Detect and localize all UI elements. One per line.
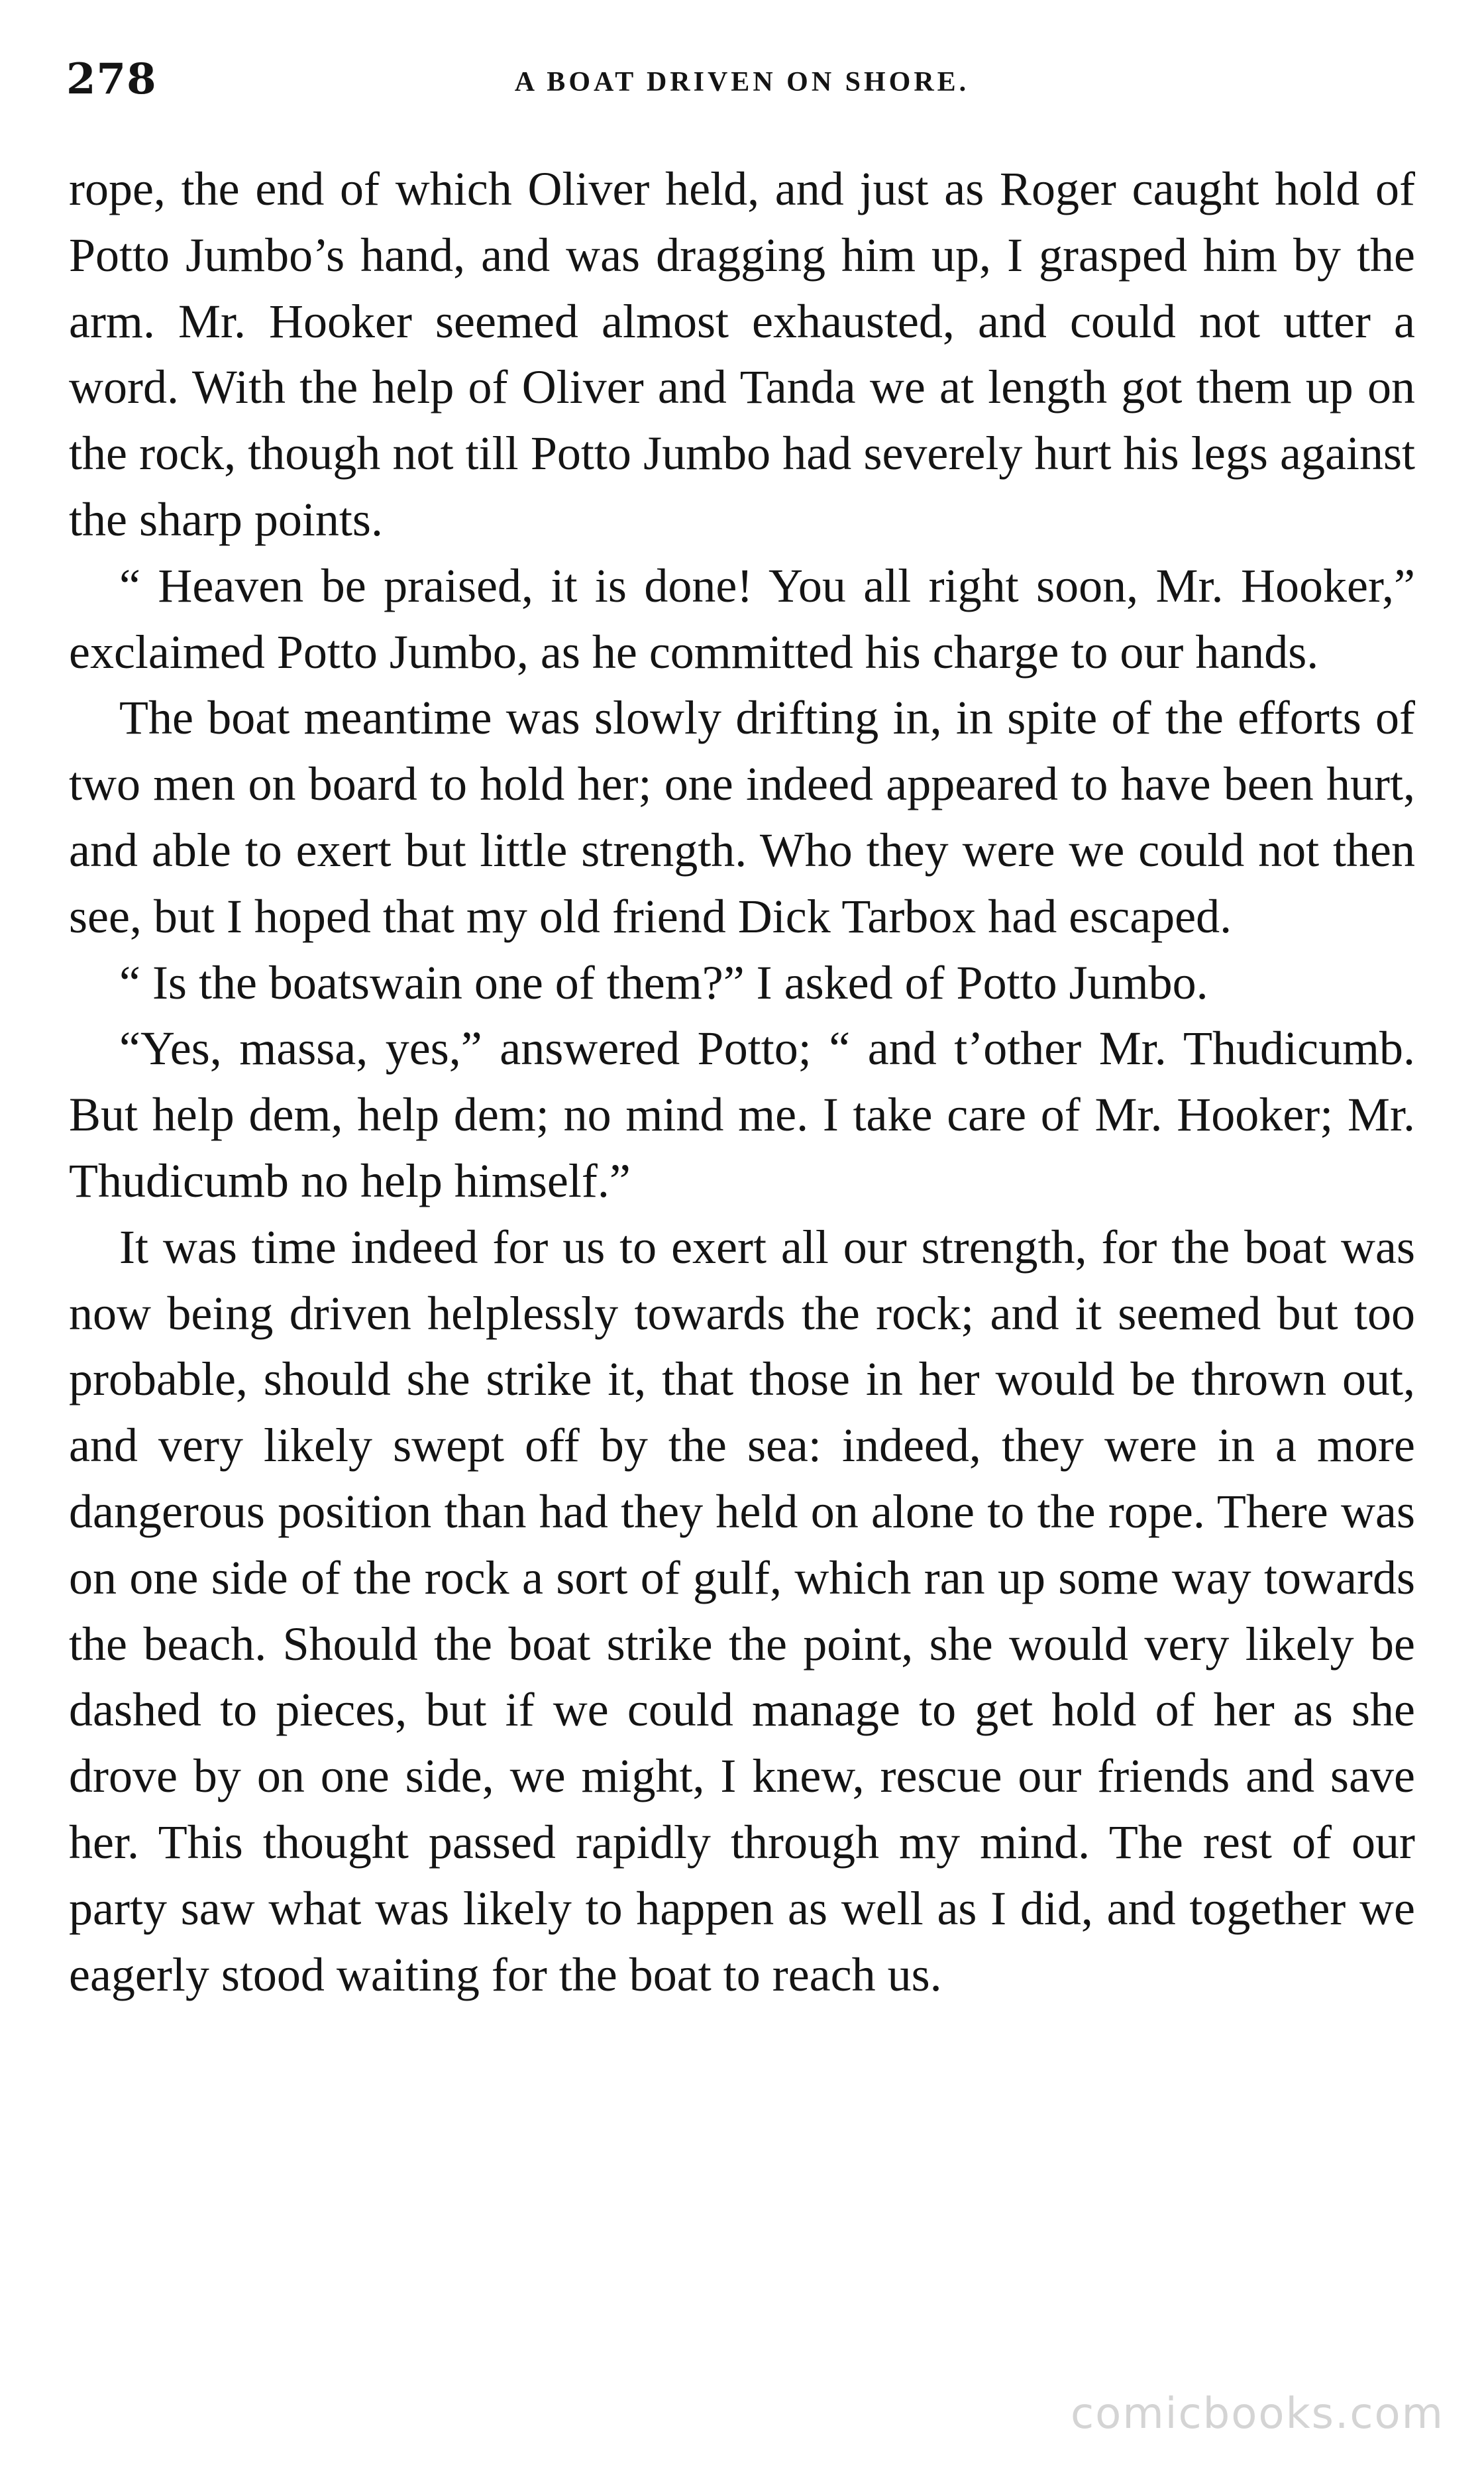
paragraph: “ Heaven be praised, it is done! You all right soon, Mr. Hooker,” exclaimed Potto Jumbo, as he committed his charge to our hands. — [69, 559, 1415, 679]
paragraph: “ Is the boatswain one of them?” I asked of Potto Jumbo. — [119, 956, 1208, 1009]
running-title: A BOAT DRIVEN ON SHORE. — [514, 67, 970, 97]
body-text — [69, 156, 1415, 2008]
paragraph: The boat meantime was slowly drifting in, in spite of the efforts of two men on board to hold her; one indeed appeared to have been hurt, and able to exert but little strength. Who they were we could not then see, but I hoped that my old friend Dick Tarbox had escaped. — [69, 691, 1415, 943]
page-number: 278 — [66, 54, 157, 104]
paragraph: It was time indeed for us to exert all our strength, for the boat was now being driven helplessly towards the rock; and it seemed but too probable, should she strike it, that those in her would be thrown out, and very likely swept off by the sea: indeed, they were in a more dangerous position than had they held on alone to the rope. There was on one side of the rock a sort of gulf, which ran up some way towards the beach. Should the boat strike the point, she would very likely be dashed to pieces, but if we could manage to get hold of her as she drove by on one side, we might, I knew, rescue our friends and save her. This thought passed rapidly through my mind. The rest of our party saw what was likely to happen as well as I did, and together we eagerly stood waiting for the boat to reach us. — [69, 1220, 1415, 2001]
paragraph: rope, the end of which Oliver held, and just as Roger caught hold of Potto Jumbo’s hand, and was dragging him up, I grasped him by the arm. Mr. Hooker seemed almost exhausted, and could not utter a word. With the help of Oliver and Tanda we at length got them up on the rock, though not till Potto Jumbo had severely hurt his legs against the sharp points. — [69, 162, 1415, 546]
paragraph: “Yes, massa, yes,” answered Potto; “ and t’other Mr. Thudicumb. But help dem, help dem; no mind me. I take care of Mr. Hooker; Mr. Thudicumb no help himself.” — [69, 1022, 1415, 1207]
watermark: comicbooks.com — [1070, 2390, 1444, 2439]
